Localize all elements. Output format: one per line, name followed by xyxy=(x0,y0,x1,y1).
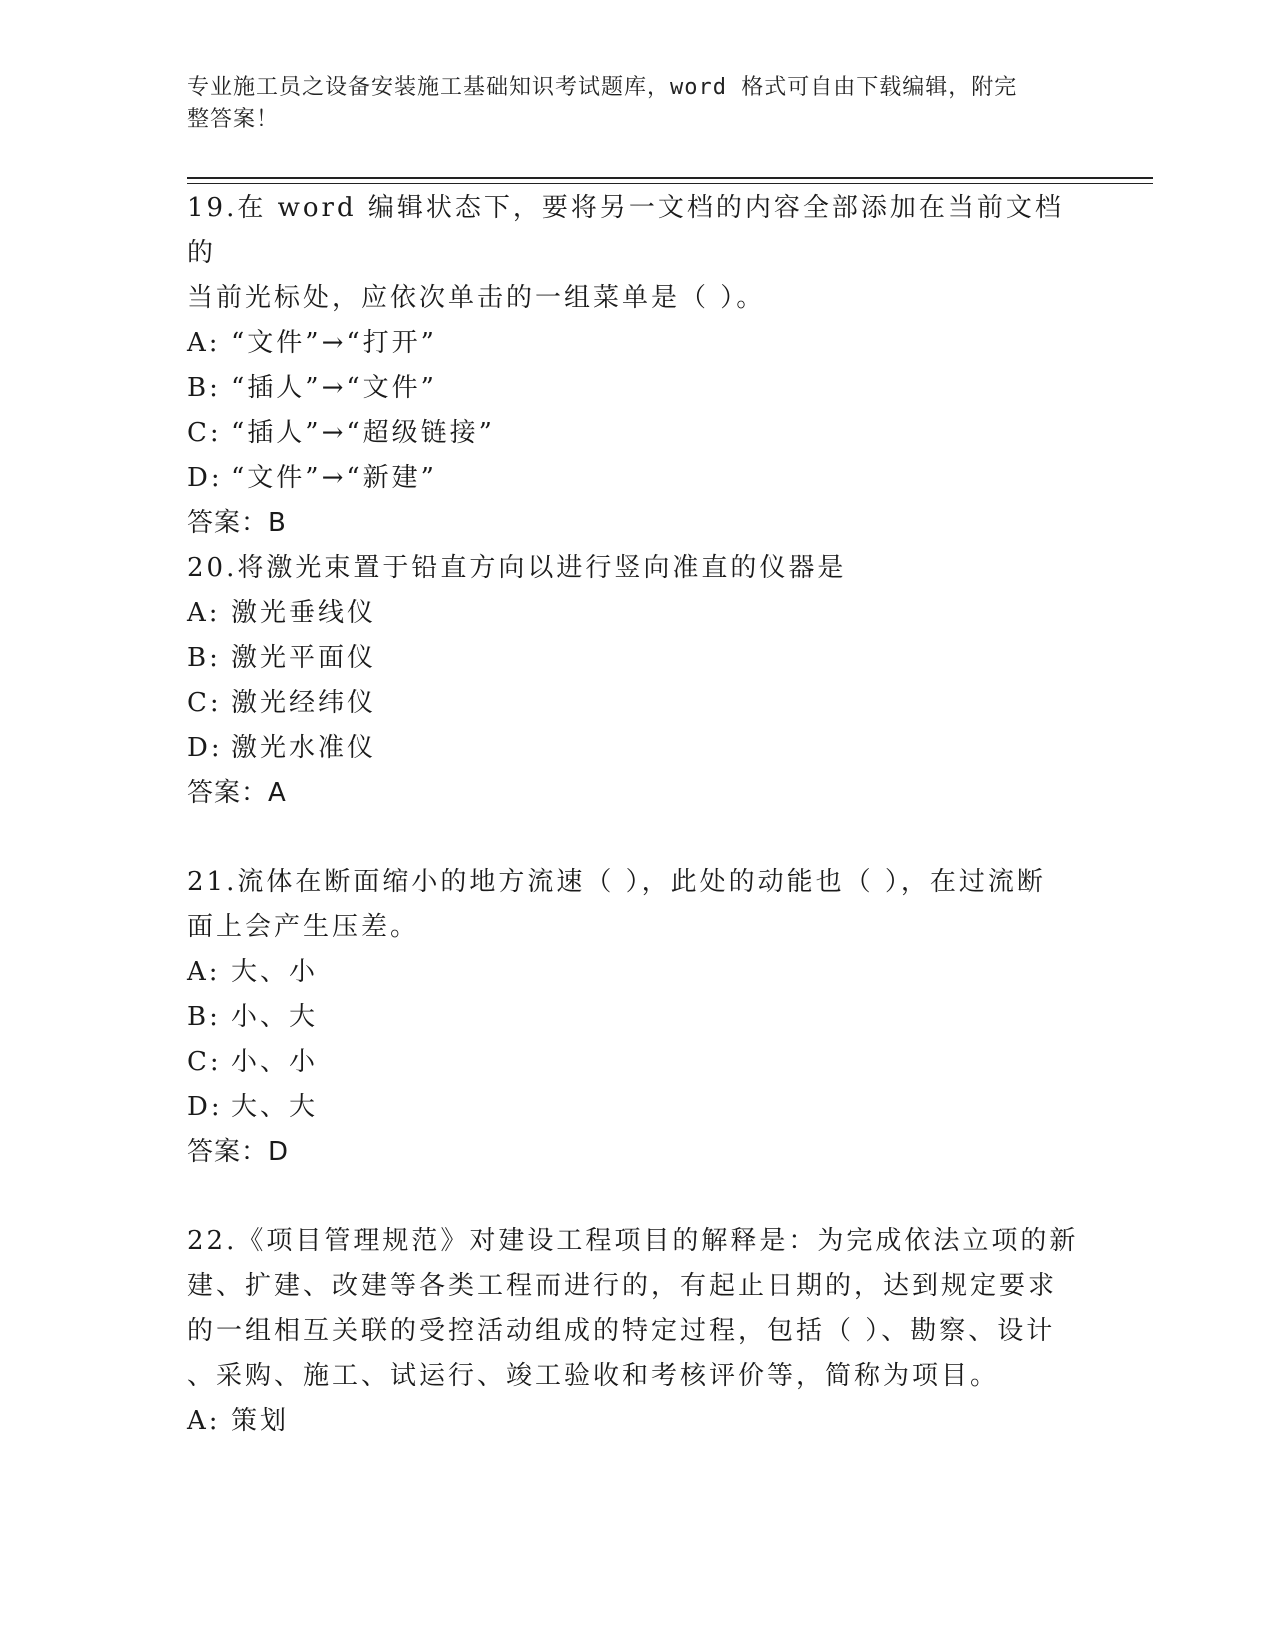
option-c xyxy=(187,411,1087,456)
option-a xyxy=(187,950,1087,995)
option-text: “文件”→“打开” xyxy=(231,328,437,358)
option-key: B: xyxy=(187,643,221,673)
option-a xyxy=(187,1399,1087,1444)
option-key: C: xyxy=(187,688,222,718)
option-key: B: xyxy=(187,373,221,403)
answer: 答案：B xyxy=(187,508,287,538)
question-text-line: 的一组相互关联的受控活动组成的特定过程，包括（ ）、勘察、设计 xyxy=(187,1316,1056,1346)
question-text-line: 面上会产生压差。 xyxy=(187,912,420,942)
option-text: 大、大 xyxy=(231,1092,319,1122)
question-21 xyxy=(187,860,1087,1175)
question-text-line: 19.在 word 编辑状态下，要将另一文档的内容全部添加在当前文档的 xyxy=(187,193,1064,268)
question-text-line: 20.将激光束置于铅直方向以进行竖向准直的仪器是 xyxy=(187,553,847,583)
question-text-line: 建、扩建、改建等各类工程而进行的，有起止日期的，达到规定要求 xyxy=(187,1271,1058,1301)
document-header xyxy=(187,72,1067,136)
option-text: 激光垂线仪 xyxy=(231,598,377,628)
header-line-2: 整答案！ xyxy=(187,107,280,132)
question-19 xyxy=(187,186,1087,546)
option-text: 小、小 xyxy=(231,1047,319,1077)
option-key: A: xyxy=(187,598,221,628)
question-text-line: 当前光标处，应依次单击的一组菜单是（ ）。 xyxy=(187,283,766,313)
option-a xyxy=(187,591,1087,636)
option-text: 策划 xyxy=(231,1406,290,1436)
option-text: “文件”→“新建” xyxy=(231,463,437,493)
option-c xyxy=(187,681,1087,726)
header-line-1: 专业施工员之设备安装施工基础知识考试题库，word 格式可自由下载编辑，附完 xyxy=(187,75,1018,100)
option-text: 激光经纬仪 xyxy=(231,688,377,718)
option-d xyxy=(187,1085,1087,1130)
option-b xyxy=(187,636,1087,681)
option-c xyxy=(187,1040,1087,1085)
question-text-line: 、采购、施工、试运行、竣工验收和考核评价等，简称为项目。 xyxy=(187,1361,1000,1391)
answer: 答案：A xyxy=(187,778,287,808)
option-text: “插人”→“超级链接” xyxy=(231,418,495,448)
option-text: 小、大 xyxy=(231,1002,319,1032)
option-key: C: xyxy=(187,418,222,448)
option-key: D: xyxy=(187,463,223,493)
option-d xyxy=(187,726,1087,771)
question-text-line: 21.流体在断面缩小的地方流速（ ），此处的动能也（ ），在过流断 xyxy=(187,867,1046,897)
option-key: C: xyxy=(187,1047,222,1077)
option-key: D: xyxy=(187,733,223,763)
option-text: 大、小 xyxy=(231,957,319,987)
option-text: 激光水准仪 xyxy=(231,733,377,763)
option-key: A: xyxy=(187,1406,221,1436)
option-b xyxy=(187,995,1087,1040)
option-key: A: xyxy=(187,328,221,358)
question-20 xyxy=(187,546,1087,816)
question-22 xyxy=(187,1219,1087,1444)
option-key: B: xyxy=(187,1002,221,1032)
answer: 答案：D xyxy=(187,1137,290,1167)
option-key: D: xyxy=(187,1092,223,1122)
option-b xyxy=(187,366,1087,411)
option-key: A: xyxy=(187,957,221,987)
option-text: “插人”→“文件” xyxy=(231,373,437,403)
option-d xyxy=(187,456,1087,501)
option-text: 激光平面仪 xyxy=(231,643,377,673)
option-a xyxy=(187,321,1087,366)
header-divider-thin xyxy=(187,183,1153,184)
header-divider-thick xyxy=(187,177,1153,179)
question-text-line: 22.《项目管理规范》对建设工程项目的解释是：为完成依法立项的新 xyxy=(187,1226,1079,1256)
